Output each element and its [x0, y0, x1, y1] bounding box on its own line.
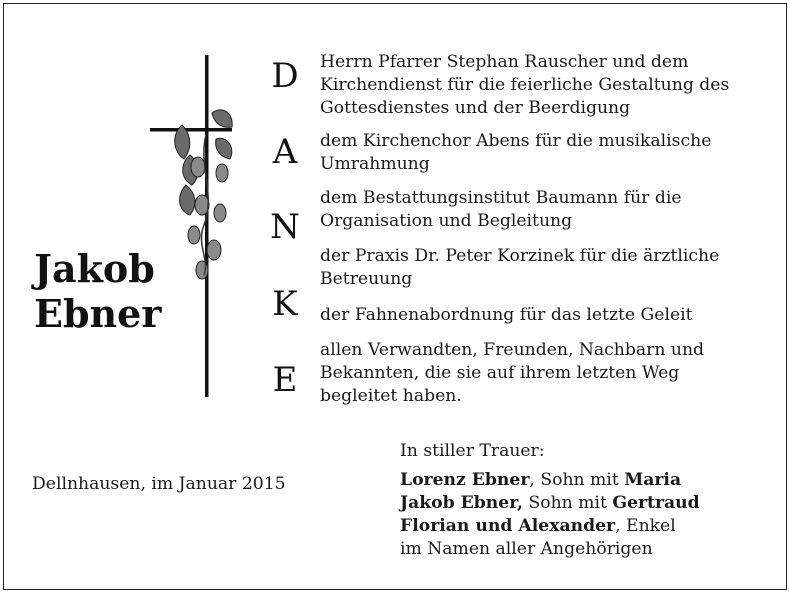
thanks-item-pfarrer: Herrn Pfarrer Stephan Rauscher und dem Kirchendienst für die feierliche Gestaltung des Gottesdienstes und der Beerdigung — [320, 52, 730, 118]
cross-with-hops-icon — [150, 55, 240, 400]
mourner-line-1 — [400, 469, 700, 492]
danke-letter-e: E — [272, 360, 298, 400]
danke-letter-k: K — [272, 284, 298, 324]
first-name: Jakob — [34, 246, 155, 291]
mourner-partner: Gertraud — [612, 493, 700, 513]
mourner-name: Florian und Alexander — [400, 516, 616, 536]
danke-letter-n: N — [270, 207, 300, 247]
mourner-relation: Sohn mit — [522, 493, 613, 513]
thanks-item-kirchenchor: dem Kirchenchor Abens für die musikalische Umrahmung — [320, 131, 712, 174]
mourner-relation: , Sohn mit — [529, 470, 625, 490]
thanks-item-praxis: der Praxis Dr. Peter Korzinek für die ärztliche Betreuung — [320, 246, 720, 289]
mourning-heading: In stiller Trauer: — [400, 441, 545, 461]
deceased-name — [34, 246, 161, 336]
place-date: Dellnhausen, im Januar 2015 — [32, 474, 286, 494]
mourner-line-4: im Namen aller Angehörigen — [400, 539, 653, 559]
mourner-line-2 — [400, 492, 700, 515]
mourner-name: Lorenz Ebner — [400, 470, 530, 490]
last-name: Ebner — [34, 291, 162, 336]
thanks-item-verwandte: allen Verwandten, Freunden, Nachbarn und Bekannten, die sie auf ihrem letzten Weg begleitet haben. — [320, 340, 705, 406]
mourner-partner: Maria — [624, 470, 682, 490]
danke-letter-d: D — [271, 56, 299, 96]
mourner-relation: , Enkel — [615, 516, 676, 536]
thanks-item-fahnen: der Fahnenabordnung für das letzte Geleit — [320, 305, 693, 325]
mourner-line-3 — [400, 515, 700, 538]
danke-letter-a: A — [272, 132, 298, 172]
mourning-block — [400, 440, 700, 561]
thanks-item-bestattung: dem Bestattungsinstitut Baumann für die Organisation und Begleitung — [320, 188, 682, 231]
mourner-name: Jakob Ebner, — [400, 493, 523, 513]
